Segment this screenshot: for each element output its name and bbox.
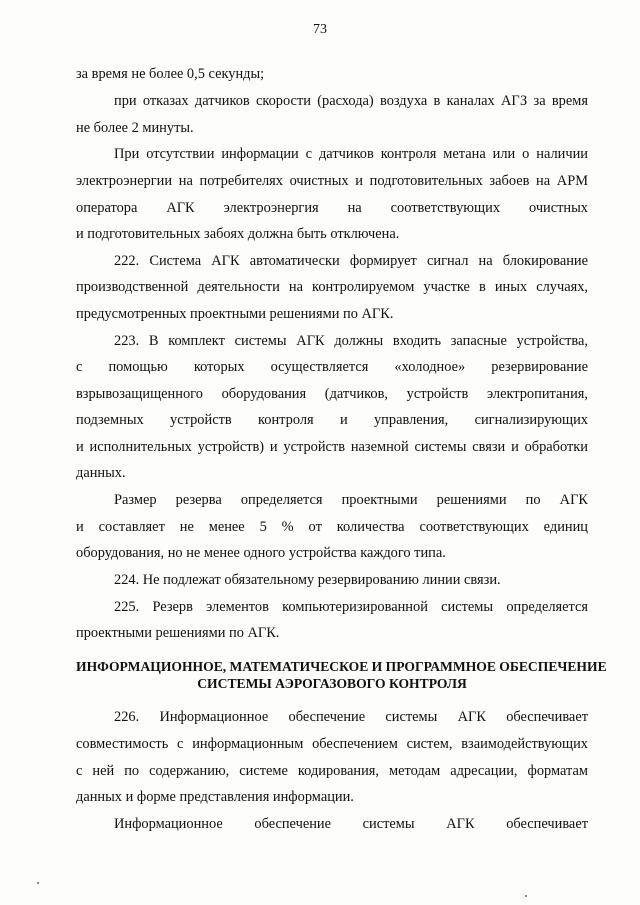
text-line: 223. В комплект системы АГК должны входить запасные устройства,	[114, 333, 588, 349]
text-line: с помощью которых осуществляется «холодное» резервирование	[76, 359, 588, 375]
text-line: за время не более 0,5 секунды;	[76, 66, 265, 82]
text-line: и исполнительных устройств) и устройств наземной системы связи и обработки	[76, 439, 588, 455]
section-heading-line: ИНФОРМАЦИОННОЕ, МАТЕМАТИЧЕСКОЕ И ПРОГРАММНОЕ ОБЕСПЕЧЕНИЕ	[76, 659, 607, 674]
text-line: оператора АГК электроэнергия на соответствующих очистных	[76, 200, 588, 216]
text-line: проектными решениями по АГК.	[76, 625, 280, 641]
text-line: и подготовительных забоях должна быть отключена.	[76, 226, 400, 242]
text-line: Информационное обеспечение системы АГК обеспечивает	[114, 816, 588, 832]
text-line: с ней по содержанию, системе кодирования, методам адресации, форматам	[76, 763, 588, 779]
text-line: не более 2 минуты.	[76, 120, 194, 136]
text-line: 225. Резерв элементов компьютеризированной системы определяется	[114, 599, 588, 615]
text-line: взрывозащищенного оборудования (датчиков, устройств электропитания,	[76, 386, 588, 402]
text-line: При отсутствии информации с датчиков контроля метана или о наличии	[114, 146, 588, 162]
text-line: 222. Система АГК автоматически формирует сигнал на блокирование	[114, 253, 588, 269]
section-heading-line: СИСТЕМЫ АЭРОГАЗОВОГО КОНТРОЛЯ	[197, 676, 467, 691]
scan-speck	[525, 895, 527, 897]
text-line: электроэнергии на потребителях очистных и подготовительных забоев на АРМ	[76, 173, 588, 189]
text-line: при отказах датчиков скорости (расхода) воздуха в каналах АГЗ за время	[114, 93, 588, 109]
scan-speck	[37, 882, 39, 884]
text-line: Размер резерва определяется проектными решениями по АГК	[114, 492, 588, 508]
text-line: подземных устройств контроля и управления, сигнализирующих	[76, 412, 588, 428]
text-line: совместимость с информационным обеспечением систем, взаимодействующих	[76, 736, 588, 752]
text-line: оборудования, но не менее одного устройства каждого типа.	[76, 545, 446, 561]
text-line: 224. Не подлежат обязательному резервированию линии связи.	[114, 572, 501, 588]
text-line: предусмотренных проектными решениями по АГК.	[76, 306, 394, 322]
text-line: производственной деятельности на контролируемом участке в иных случаях,	[76, 279, 588, 295]
page-number: 73	[313, 22, 327, 37]
text-line: 226. Информационное обеспечение системы АГК обеспечивает	[114, 709, 588, 725]
text-line: и составляет не менее 5 % от количества соответствующих единиц	[76, 519, 588, 535]
text-line: данных и форме представления информации.	[76, 789, 354, 805]
text-line: данных.	[76, 465, 126, 481]
